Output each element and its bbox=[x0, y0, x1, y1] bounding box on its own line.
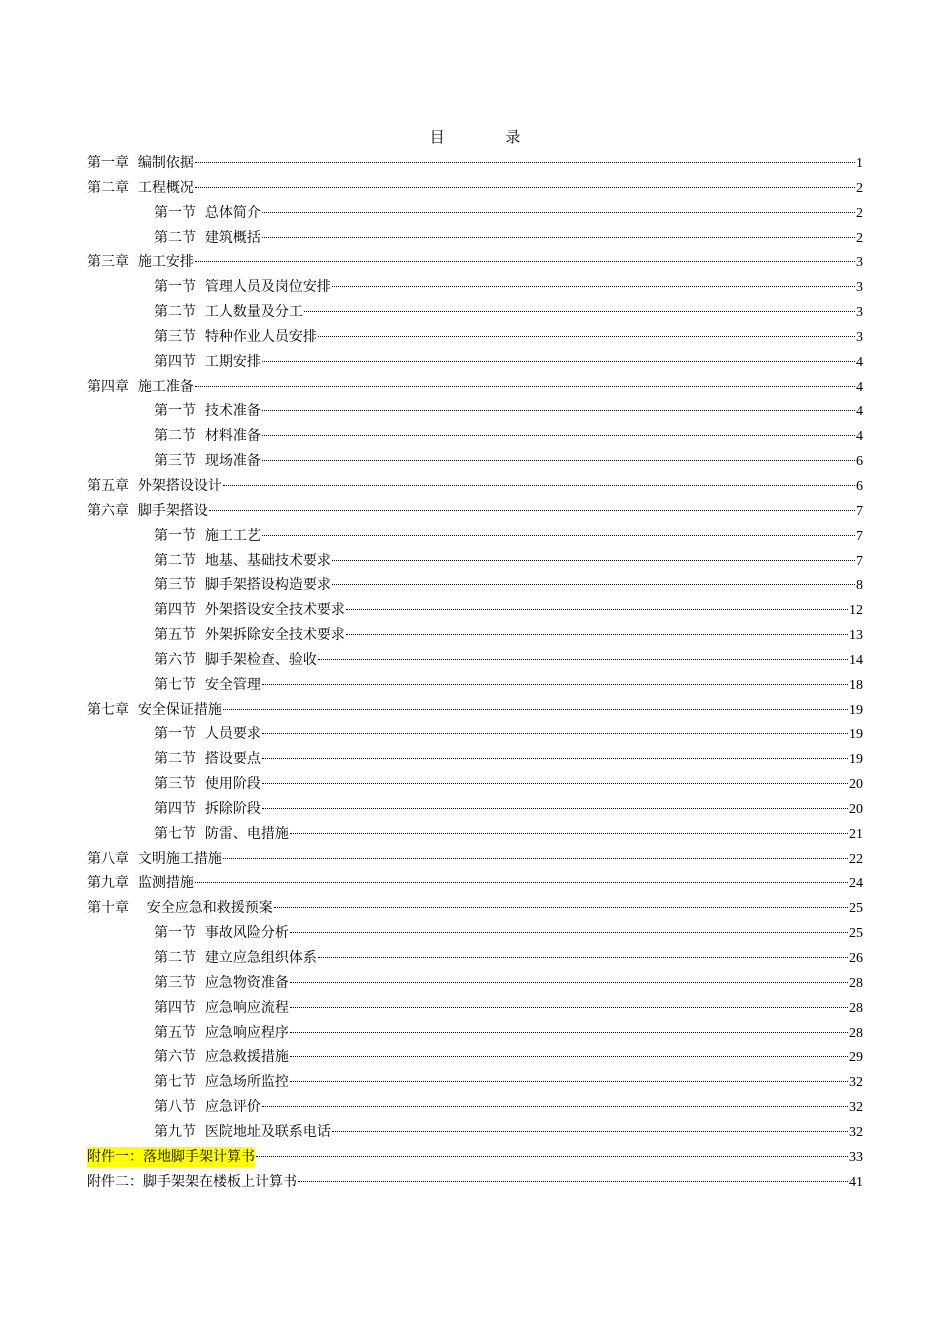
toc-page-number: 28 bbox=[849, 1025, 863, 1041]
toc-entry-label: 第六节 脚手架检查、验收 bbox=[154, 651, 317, 668]
dot-leader bbox=[262, 808, 848, 809]
toc-entry-label: 第三节 使用阶段 bbox=[154, 776, 261, 793]
toc-section-entry[interactable] bbox=[87, 449, 863, 474]
dot-leader bbox=[346, 634, 848, 635]
dot-leader bbox=[290, 1056, 848, 1057]
dot-leader bbox=[298, 1181, 848, 1182]
dot-leader bbox=[262, 212, 855, 213]
dot-leader bbox=[195, 162, 855, 163]
toc-entry-label: 第八节 应急评价 bbox=[154, 1099, 261, 1116]
toc-page-number: 33 bbox=[849, 1149, 863, 1165]
dot-leader bbox=[290, 1007, 848, 1008]
toc-page-number: 1 bbox=[856, 156, 863, 171]
dot-leader bbox=[290, 1081, 848, 1082]
dot-leader bbox=[318, 957, 848, 958]
toc-page-number: 20 bbox=[849, 801, 863, 817]
dot-leader bbox=[262, 733, 848, 734]
toc-page-number: 3 bbox=[856, 280, 863, 296]
dot-leader bbox=[195, 386, 855, 387]
toc-section-entry[interactable] bbox=[87, 1070, 863, 1095]
dot-leader bbox=[223, 485, 855, 486]
toc-entry-label: 第二节 工人数量及分工 bbox=[154, 304, 303, 321]
toc-chapter-entry[interactable] bbox=[87, 1170, 863, 1195]
toc-page-number: 24 bbox=[849, 876, 863, 892]
toc-entry-label: 第三节 脚手架搭设构造要求 bbox=[154, 577, 331, 594]
toc-entry-label: 第八章 文明施工措施 bbox=[87, 850, 222, 867]
dot-leader bbox=[290, 932, 848, 933]
toc-entry-label: 第四节 拆除阶段 bbox=[154, 800, 261, 817]
toc-page-number: 2 bbox=[856, 230, 863, 246]
toc-page-number: 19 bbox=[849, 727, 863, 743]
dot-leader bbox=[332, 584, 855, 585]
toc-page-number: 41 bbox=[849, 1174, 863, 1190]
dot-leader bbox=[274, 907, 848, 908]
toc-page-number: 4 bbox=[856, 379, 863, 395]
dot-leader bbox=[223, 858, 848, 859]
dot-leader bbox=[262, 460, 855, 461]
toc-page-number: 2 bbox=[856, 205, 863, 221]
toc-entry-label: 第七节 防雷、电措施 bbox=[154, 825, 289, 842]
toc-section-entry[interactable] bbox=[87, 399, 863, 424]
toc-section-entry[interactable] bbox=[87, 1120, 863, 1145]
dot-leader bbox=[262, 237, 855, 238]
dot-leader bbox=[332, 286, 855, 287]
dot-leader bbox=[290, 982, 848, 983]
toc-section-entry[interactable] bbox=[87, 424, 863, 449]
toc-entry-label: 第五节 应急响应程序 bbox=[154, 1024, 289, 1041]
toc-entry-label: 第一节 技术准备 bbox=[154, 403, 261, 420]
toc-page-number: 6 bbox=[856, 454, 863, 470]
toc-page-number: 7 bbox=[856, 503, 863, 519]
toc-entry-label: 第二节 地基、基础技术要求 bbox=[154, 552, 331, 569]
toc-page-number: 2 bbox=[856, 180, 863, 196]
toc-page-number: 25 bbox=[849, 901, 863, 917]
table-of-contents bbox=[87, 151, 863, 1194]
dot-leader bbox=[262, 783, 848, 784]
toc-entry-label: 第三节 特种作业人员安排 bbox=[154, 328, 317, 345]
toc-entry-label: 第二节 建筑概括 bbox=[154, 229, 261, 246]
toc-chapter-entry[interactable] bbox=[87, 375, 863, 400]
toc-section-entry[interactable] bbox=[87, 747, 863, 772]
toc-entry-label: 第四节 工期安排 bbox=[154, 353, 261, 370]
toc-entry-label: 附件一：落地脚手架计算书 bbox=[87, 1148, 255, 1165]
toc-entry-label: 第七节 应急场所监控 bbox=[154, 1074, 289, 1091]
toc-page-number: 32 bbox=[849, 1075, 863, 1091]
toc-page-number: 22 bbox=[849, 851, 863, 867]
toc-entry-label: 第一章 编制依据 bbox=[87, 155, 194, 171]
toc-entry-label: 第五章 外架搭设设计 bbox=[87, 477, 222, 494]
toc-section-entry[interactable] bbox=[87, 325, 863, 350]
toc-page-number: 7 bbox=[856, 528, 863, 544]
toc-page-number: 4 bbox=[856, 404, 863, 420]
toc-entry-label: 第一节 事故风险分析 bbox=[154, 925, 289, 942]
toc-section-entry[interactable] bbox=[87, 549, 863, 574]
dot-leader bbox=[262, 361, 855, 362]
toc-page-number: 14 bbox=[849, 652, 863, 668]
toc-page-number: 13 bbox=[849, 628, 863, 644]
toc-page-number: 4 bbox=[856, 429, 863, 445]
toc-chapter-entry[interactable] bbox=[87, 250, 863, 275]
toc-entry-label: 第四节 应急响应流程 bbox=[154, 999, 289, 1016]
toc-entry-label: 第十章 安全应急和救援预案 bbox=[87, 900, 273, 917]
toc-section-entry[interactable] bbox=[87, 996, 863, 1021]
toc-entry-label: 第二章 工程概况 bbox=[87, 179, 194, 196]
toc-section-entry[interactable] bbox=[87, 1095, 863, 1120]
toc-chapter-entry[interactable] bbox=[87, 474, 863, 499]
toc-entry-label: 第一节 总体简介 bbox=[154, 204, 261, 221]
toc-page-number: 3 bbox=[856, 329, 863, 345]
toc-section-entry[interactable] bbox=[87, 946, 863, 971]
toc-entry-label: 附件二：脚手架架在楼板上计算书 bbox=[87, 1173, 297, 1190]
toc-page-number: 32 bbox=[849, 1100, 863, 1116]
toc-section-entry[interactable] bbox=[87, 1021, 863, 1046]
toc-section-entry[interactable] bbox=[87, 673, 863, 698]
toc-page-number: 28 bbox=[849, 1000, 863, 1016]
toc-section-entry[interactable] bbox=[87, 822, 863, 847]
toc-section-entry[interactable] bbox=[87, 350, 863, 375]
toc-entry-label: 第二节 搭设要点 bbox=[154, 751, 261, 768]
dot-leader bbox=[262, 410, 855, 411]
toc-section-entry[interactable] bbox=[87, 598, 863, 623]
toc-section-entry[interactable] bbox=[87, 722, 863, 747]
toc-page-number: 19 bbox=[849, 702, 863, 718]
toc-entry-label: 第四章 施工准备 bbox=[87, 378, 194, 395]
toc-chapter-entry[interactable] bbox=[87, 871, 863, 896]
toc-entry-label: 第六章 脚手架搭设 bbox=[87, 502, 208, 519]
toc-section-entry[interactable] bbox=[87, 275, 863, 300]
toc-entry-label: 第五节 外架拆除安全技术要求 bbox=[154, 627, 345, 644]
toc-page-number: 32 bbox=[849, 1124, 863, 1140]
dot-leader bbox=[332, 1131, 848, 1132]
toc-page-number: 8 bbox=[856, 578, 863, 594]
toc-entry-label: 第七节 安全管理 bbox=[154, 676, 261, 693]
dot-leader bbox=[223, 709, 848, 710]
toc-section-entry[interactable] bbox=[87, 201, 863, 226]
toc-section-entry[interactable] bbox=[87, 623, 863, 648]
dot-leader bbox=[195, 187, 855, 188]
toc-page-number: 4 bbox=[856, 354, 863, 370]
dot-leader bbox=[209, 510, 855, 511]
dot-leader bbox=[262, 684, 848, 685]
toc-entry-label: 第四节 外架搭设安全技术要求 bbox=[154, 602, 345, 619]
dot-leader bbox=[195, 882, 848, 883]
toc-page-number: 18 bbox=[849, 677, 863, 693]
toc-page-number: 28 bbox=[849, 975, 863, 991]
toc-page-number: 3 bbox=[856, 305, 863, 321]
toc-page-number: 21 bbox=[849, 826, 863, 842]
toc-page-number: 19 bbox=[849, 752, 863, 768]
dot-leader bbox=[318, 659, 848, 660]
dot-leader bbox=[304, 311, 855, 312]
toc-page-number: 6 bbox=[856, 478, 863, 494]
toc-page-number: 29 bbox=[849, 1050, 863, 1066]
toc-chapter-entry[interactable] bbox=[87, 1145, 863, 1170]
toc-section-entry[interactable] bbox=[87, 921, 863, 946]
toc-entry-label: 第二节 材料准备 bbox=[154, 428, 261, 445]
dot-leader bbox=[256, 1156, 848, 1157]
dot-leader bbox=[346, 609, 848, 610]
toc-entry-label: 第三章 施工安排 bbox=[87, 254, 194, 271]
toc-page-number: 25 bbox=[849, 926, 863, 942]
toc-page-number: 3 bbox=[856, 255, 863, 271]
dot-leader bbox=[262, 758, 848, 759]
toc-page-number: 7 bbox=[856, 553, 863, 569]
toc-chapter-entry[interactable] bbox=[87, 847, 863, 872]
dot-leader bbox=[332, 560, 855, 561]
toc-section-entry[interactable] bbox=[87, 573, 863, 598]
dot-leader bbox=[195, 261, 855, 262]
toc-entry-label: 第一节 管理人员及岗位安排 bbox=[154, 279, 331, 296]
dot-leader bbox=[290, 833, 848, 834]
toc-page-number: 26 bbox=[849, 951, 863, 966]
toc-entry-label: 第六节 应急救援措施 bbox=[154, 1049, 289, 1066]
toc-section-entry[interactable] bbox=[87, 971, 863, 996]
toc-entry-label: 第三节 现场准备 bbox=[154, 453, 261, 470]
toc-section-entry[interactable] bbox=[87, 797, 863, 822]
toc-chapter-entry[interactable] bbox=[87, 151, 863, 176]
toc-page-number: 12 bbox=[849, 603, 863, 619]
toc-chapter-entry[interactable] bbox=[87, 896, 863, 921]
toc-entry-label: 第七章 安全保证措施 bbox=[87, 701, 222, 718]
toc-section-entry[interactable] bbox=[87, 648, 863, 673]
toc-section-entry[interactable] bbox=[87, 1045, 863, 1070]
toc-chapter-entry[interactable] bbox=[87, 499, 863, 524]
toc-section-entry[interactable] bbox=[87, 226, 863, 251]
dot-leader bbox=[262, 435, 855, 436]
toc-section-entry[interactable] bbox=[87, 300, 863, 325]
toc-entry-label: 第一节 施工工艺 bbox=[154, 527, 261, 544]
dot-leader bbox=[262, 535, 855, 536]
toc-entry-label: 第九节 医院地址及联系电话 bbox=[154, 1123, 331, 1140]
toc-chapter-entry[interactable] bbox=[87, 176, 863, 201]
toc-chapter-entry[interactable] bbox=[87, 698, 863, 723]
toc-entry-label: 第二节 建立应急组织体系 bbox=[154, 950, 317, 966]
toc-entry-label: 第三节 应急物资准备 bbox=[154, 974, 289, 991]
toc-page-number: 20 bbox=[849, 777, 863, 793]
toc-heading: 目 录 bbox=[429, 128, 549, 146]
dot-leader bbox=[290, 1032, 848, 1033]
toc-section-entry[interactable] bbox=[87, 524, 863, 549]
dot-leader bbox=[318, 336, 855, 337]
toc-entry-label: 第一节 人员要求 bbox=[154, 726, 261, 743]
toc-entry-label: 第九章 监测措施 bbox=[87, 875, 194, 892]
dot-leader bbox=[262, 1106, 848, 1107]
toc-section-entry[interactable] bbox=[87, 772, 863, 797]
